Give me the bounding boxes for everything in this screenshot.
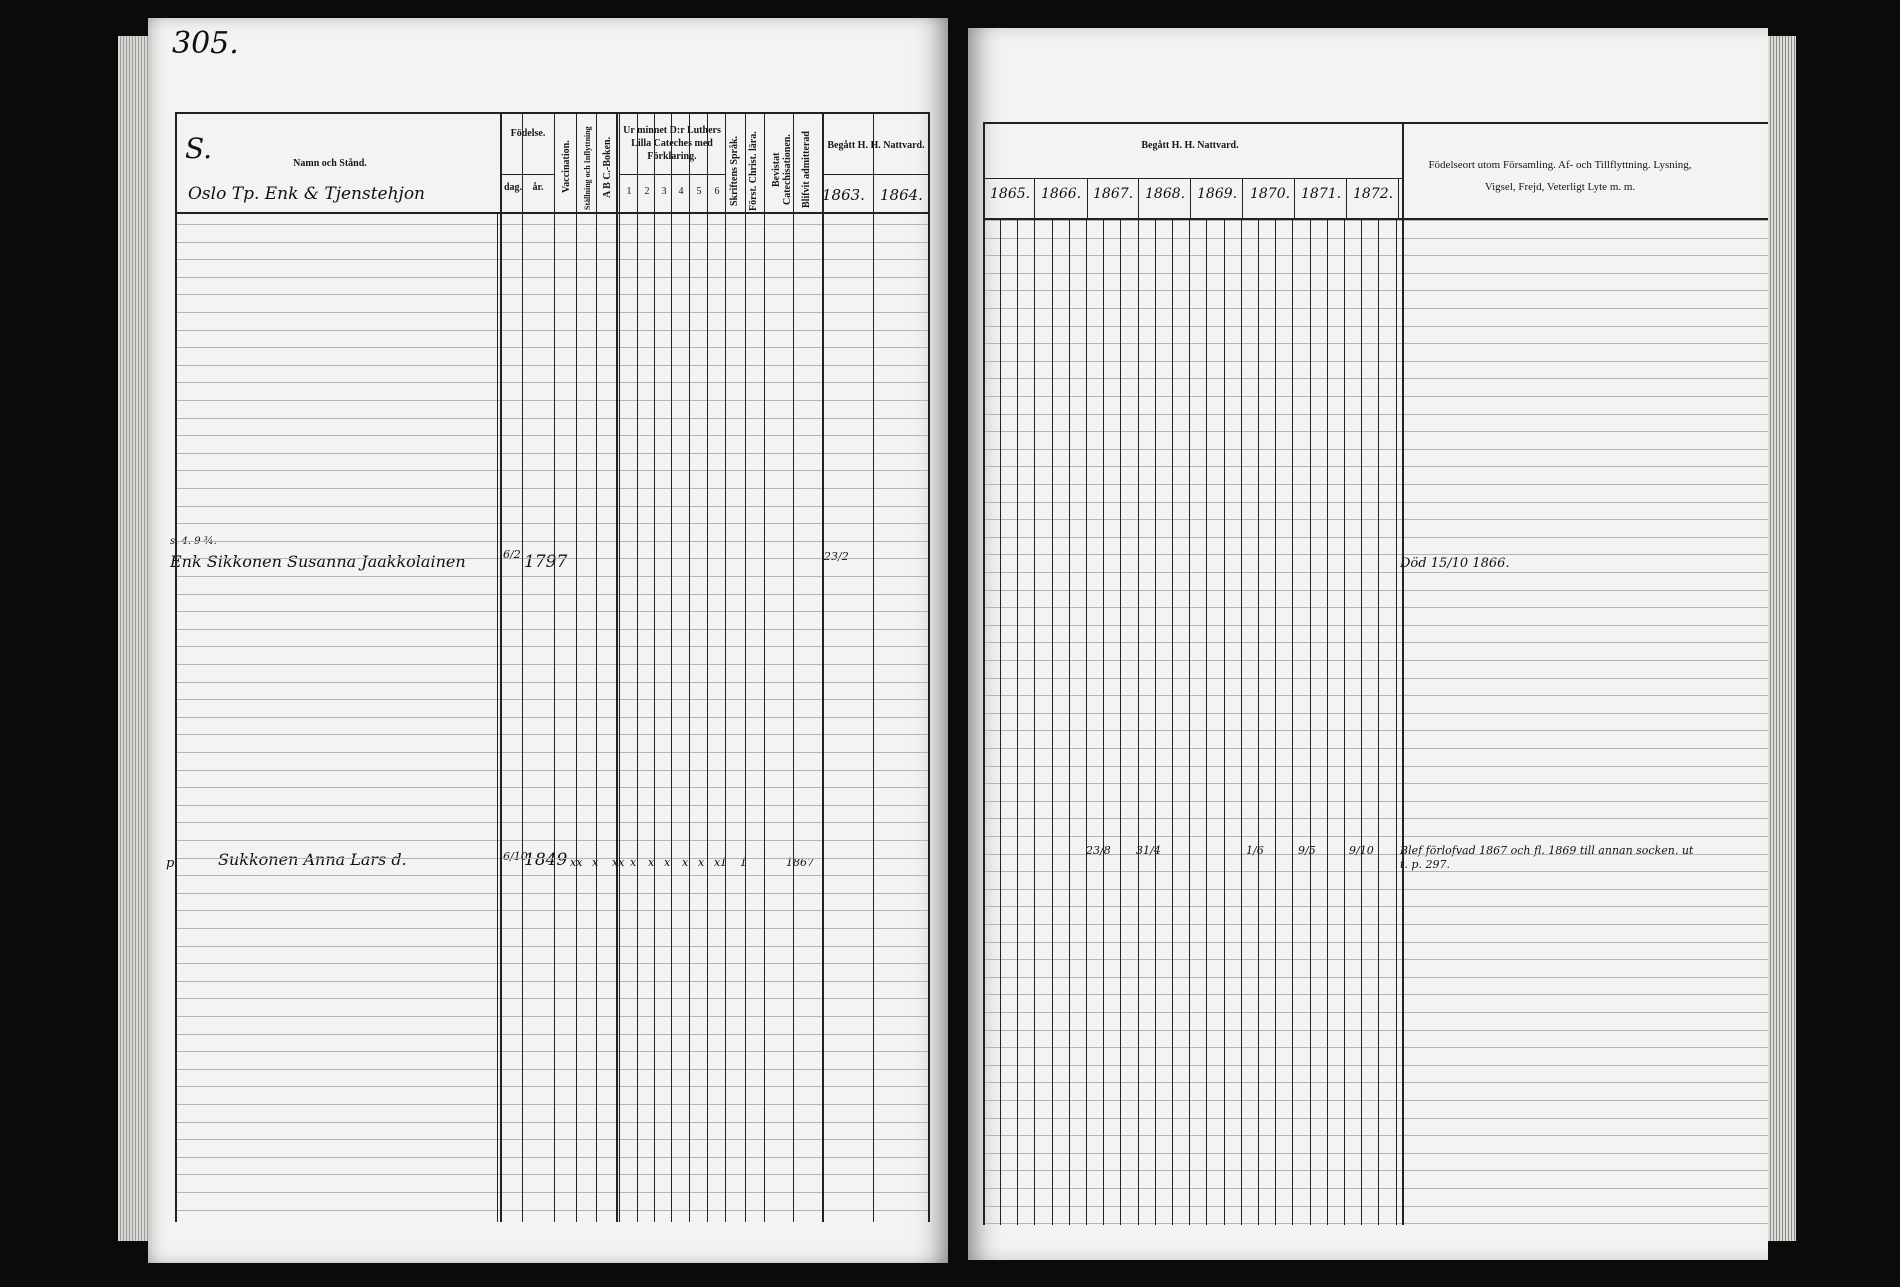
- column-rule: [1172, 218, 1173, 1225]
- ruled-line: [175, 523, 930, 524]
- ruled-line: [983, 1135, 1768, 1136]
- ruled-line: [175, 576, 930, 577]
- column-rule: [745, 112, 746, 1222]
- year-cell-rule: [1294, 178, 1295, 218]
- ruled-line: [175, 1051, 930, 1052]
- column-rule: [928, 112, 930, 1222]
- ruled-line: [175, 875, 930, 876]
- year-1867: 1867.: [1093, 186, 1134, 202]
- ruled-line: [175, 981, 930, 982]
- ruled-line: [983, 836, 1768, 837]
- column-rule: [671, 112, 672, 1222]
- ruled-line: [983, 1047, 1768, 1048]
- ruled-line: [175, 840, 930, 841]
- ruled-line: [175, 277, 930, 278]
- column-rule: [1189, 218, 1190, 1225]
- ruled-line: [175, 400, 930, 401]
- year-cell-rule: [1138, 178, 1139, 218]
- year-1863: 1863.: [822, 186, 865, 204]
- ruled-line: [983, 554, 1768, 555]
- catechism-number-4: 4: [678, 186, 684, 197]
- ruled-line: [983, 801, 1768, 802]
- ruled-line: [175, 910, 930, 911]
- ruled-line: [175, 752, 930, 753]
- ruled-line: [983, 519, 1768, 520]
- ruled-line: [983, 1082, 1768, 1083]
- ruled-line: [983, 959, 1768, 960]
- header-top-rule: [983, 122, 1768, 124]
- column-rule: [1155, 218, 1156, 1225]
- ruled-line: [983, 431, 1768, 432]
- column-rule: [637, 112, 638, 1222]
- ruled-line: [175, 1174, 930, 1175]
- ruled-line: [175, 1192, 930, 1193]
- catechism-header: Ur minnet D:r Luthers Lilla Cateches med Förklaring.: [623, 125, 721, 162]
- ruled-line: [175, 1069, 930, 1070]
- nattvard-sub-rule: [822, 174, 928, 175]
- column-rule: [822, 112, 824, 1222]
- ruled-line: [175, 699, 930, 700]
- nattvard-sub-rule: [983, 178, 1402, 179]
- column-rule: [500, 112, 502, 1222]
- ruled-line: [983, 255, 1768, 256]
- ruled-line: [983, 273, 1768, 274]
- column-rule: [175, 112, 177, 1222]
- column-rule: [1103, 218, 1104, 1225]
- column-rule: [1402, 122, 1404, 1225]
- column-rule: [725, 112, 726, 1222]
- ruled-line: [175, 946, 930, 947]
- column-rule: [1327, 218, 1328, 1225]
- ruled-line: [175, 646, 930, 647]
- catechism-number-2: 2: [644, 186, 650, 197]
- ruled-line: [983, 1153, 1768, 1154]
- ruled-line: [983, 343, 1768, 344]
- year-cell-rule: [1398, 178, 1399, 218]
- entry2-birth-year: 1849: [524, 850, 568, 870]
- column-rule: [554, 112, 555, 1222]
- year-cell-rule: [1242, 178, 1243, 218]
- entry2-mark: x: [648, 856, 655, 869]
- ruled-line: [175, 963, 930, 964]
- ruled-line: [175, 418, 930, 419]
- entry2-admitted: 1867: [786, 856, 814, 869]
- ruled-line: [175, 1122, 930, 1123]
- column-rule: [654, 112, 655, 1222]
- year-1871: 1871.: [1301, 186, 1342, 202]
- column-rule: [1034, 218, 1035, 1225]
- ruled-line: [175, 928, 930, 929]
- ruled-line: [175, 1016, 930, 1017]
- forst-header: Först. Christ. lära.: [748, 131, 759, 211]
- skrift-header: Skriftens Språk.: [729, 136, 740, 207]
- column-rule: [1120, 218, 1121, 1225]
- column-rule: [1224, 218, 1225, 1225]
- ruled-line: [175, 805, 930, 806]
- ruled-line: [175, 312, 930, 313]
- entry2-communion-date: 9/10: [1349, 844, 1374, 857]
- abc-header: A B C.-Boken.: [602, 136, 613, 198]
- ruled-line: [983, 326, 1768, 327]
- ruled-line: [983, 361, 1768, 362]
- entry2-prefix: p: [166, 856, 175, 871]
- column-rule: [1086, 218, 1087, 1225]
- ruled-line: [175, 382, 930, 383]
- ruled-line: [983, 748, 1768, 749]
- ruled-line: [983, 1206, 1768, 1207]
- ruled-line: [175, 770, 930, 771]
- ruled-line: [175, 611, 930, 612]
- ruled-line: [983, 678, 1768, 679]
- ruled-line: [983, 607, 1768, 608]
- ruled-line: [175, 734, 930, 735]
- ruled-line: [175, 1139, 930, 1140]
- name-column-header: Namn och Stånd.: [293, 158, 367, 169]
- entry1-remark: Död 15/10 1866.: [1400, 556, 1510, 571]
- ruled-line: [175, 594, 930, 595]
- column-rule: [873, 112, 874, 1222]
- ruled-line: [983, 1030, 1768, 1031]
- right-page: [968, 28, 1768, 1260]
- entry2-mark: xx: [570, 856, 583, 869]
- ruled-line: [983, 537, 1768, 538]
- birth-year-header: år.: [532, 182, 544, 193]
- left-nattvard-header: Begått H. H. Nattvard.: [827, 140, 925, 151]
- year-1866: 1866.: [1041, 186, 1082, 202]
- entry2-name: Sukkonen Anna Lars d.: [218, 850, 407, 869]
- column-rule: [689, 112, 690, 1222]
- column-rule: [764, 112, 765, 1222]
- ruled-line: [175, 558, 930, 559]
- catechism-number-6: 6: [714, 186, 720, 197]
- entry2-mark: x: [698, 856, 705, 869]
- catechism-sub-rule: [619, 174, 725, 175]
- ruled-line: [983, 449, 1768, 450]
- column-rule: [1310, 218, 1311, 1225]
- year-1869: 1869.: [1197, 186, 1238, 202]
- ruled-line: [983, 994, 1768, 995]
- ruled-line: [983, 466, 1768, 467]
- ruled-line: [983, 660, 1768, 661]
- ruled-line: [983, 290, 1768, 291]
- ruled-line: [983, 220, 1768, 221]
- ruled-line: [983, 572, 1768, 573]
- ruled-line: [983, 783, 1768, 784]
- ruled-line: [983, 695, 1768, 696]
- ruled-line: [983, 590, 1768, 591]
- ruled-line: [175, 1086, 930, 1087]
- ruled-line: [983, 484, 1768, 485]
- column-rule: [1292, 218, 1293, 1225]
- column-rule: [1052, 218, 1053, 1225]
- ruled-line: [175, 629, 930, 630]
- ruled-line: [983, 942, 1768, 943]
- ruled-line: [175, 1157, 930, 1158]
- entry1-birth-day: 6/2: [503, 548, 521, 561]
- ruled-line: [983, 766, 1768, 767]
- year-cell-rule: [983, 178, 984, 218]
- ruled-line: [983, 889, 1768, 890]
- column-rule: [1361, 218, 1362, 1225]
- entry2-communion-date: 31/4: [1136, 844, 1161, 857]
- section-letter: S.: [185, 132, 213, 165]
- entry2-remark: Blef förlofvad 1867 och fl. 1869 till annan socken, ut t. p. 297.: [1400, 844, 1694, 871]
- ruled-line: [983, 642, 1768, 643]
- entry2-mark: x: [592, 856, 599, 869]
- ruled-line: [983, 713, 1768, 714]
- header-bottom-rule: [983, 218, 1768, 220]
- ruled-line: [175, 1210, 930, 1211]
- ruled-line: [983, 906, 1768, 907]
- entry2-communion-date: 9/5: [1298, 844, 1316, 857]
- column-rule: [1138, 218, 1139, 1225]
- ruled-line: [175, 330, 930, 331]
- column-rule: [1396, 218, 1397, 1225]
- entry2-forst: 1: [720, 856, 727, 869]
- ruled-line: [175, 998, 930, 999]
- entry2-catechisation: 1: [740, 856, 747, 869]
- ruled-line: [175, 506, 930, 507]
- ruled-line: [175, 858, 930, 859]
- column-rule: [1344, 218, 1345, 1225]
- ruled-line: [983, 871, 1768, 872]
- column-rule: [1206, 218, 1207, 1225]
- catechism-number-3: 3: [661, 186, 667, 197]
- ruled-line: [983, 1170, 1768, 1171]
- entry2-mark: x: [664, 856, 671, 869]
- stallning-header: Ställning och Inflyttning: [583, 126, 592, 210]
- ruled-line: [175, 259, 930, 260]
- ruled-line: [175, 541, 930, 542]
- column-rule: [1069, 218, 1070, 1225]
- entry1-birth-year: 1797: [524, 552, 568, 572]
- column-rule: [497, 212, 498, 1222]
- catechism-number-5: 5: [696, 186, 702, 197]
- left-page-edge: [118, 36, 148, 1241]
- ruled-line: [175, 682, 930, 683]
- column-rule: [1258, 218, 1259, 1225]
- entry2-mark: xx: [612, 856, 625, 869]
- year-1868: 1868.: [1145, 186, 1186, 202]
- year-1864: 1864.: [880, 186, 923, 204]
- entry2-communion-date: 23/8: [1086, 844, 1111, 857]
- admitterad-header: Blifvit admitterad: [801, 131, 812, 209]
- entry2-mark: x: [714, 856, 721, 869]
- ruled-line: [983, 1223, 1768, 1224]
- column-rule: [1241, 218, 1242, 1225]
- ruled-line: [983, 308, 1768, 309]
- header-bottom-rule: [175, 212, 930, 214]
- header-top-rule: [175, 112, 930, 114]
- entry2-communion-date: 1/6: [1246, 844, 1264, 857]
- ruled-line: [175, 453, 930, 454]
- catechisation-header: Bevistat Catechisationen.: [771, 134, 793, 206]
- remarks-header: Födelseort utom Församling. Af- och Tillflyttning. Lysning, Vigsel, Frejd, Veterligt Lyte m. m.: [1428, 159, 1692, 193]
- ruled-line: [175, 365, 930, 366]
- column-rule: [707, 112, 708, 1222]
- ruled-line: [983, 1118, 1768, 1119]
- column-rule: [1378, 218, 1379, 1225]
- ruled-line: [983, 378, 1768, 379]
- column-rule: [619, 112, 620, 1222]
- ruled-line: [983, 977, 1768, 978]
- ruled-line: [983, 238, 1768, 239]
- entry2-mark: x: [630, 856, 637, 869]
- ruled-line: [983, 924, 1768, 925]
- year-1870: 1870.: [1250, 186, 1291, 202]
- birth-day-header: dag.: [503, 182, 523, 193]
- household-title: Oslo Tp. Enk & Tjenstehjon: [188, 184, 426, 204]
- ruled-line: [175, 242, 930, 243]
- ruled-line: [983, 502, 1768, 503]
- year-1872: 1872.: [1353, 186, 1394, 202]
- ruled-line: [175, 347, 930, 348]
- ruled-line: [983, 1012, 1768, 1013]
- entry1-name: Enk Sikkonen Susanna Jaakkolainen: [170, 552, 466, 571]
- ruled-line: [983, 818, 1768, 819]
- ruled-line: [175, 470, 930, 471]
- column-rule: [596, 112, 597, 1222]
- ruled-line: [175, 294, 930, 295]
- year-cell-rule: [1034, 178, 1035, 218]
- ruled-line: [175, 893, 930, 894]
- year-cell-rule: [1190, 178, 1191, 218]
- column-rule: [1275, 218, 1276, 1225]
- ruled-line: [175, 1034, 930, 1035]
- entry1-communion: 23/2: [824, 550, 849, 563]
- ruled-line: [983, 625, 1768, 626]
- entry1-note: s. 4. 9 ¾.: [170, 536, 217, 547]
- column-rule: [1017, 218, 1018, 1225]
- ruled-line: [983, 730, 1768, 731]
- year-cell-rule: [1346, 178, 1347, 218]
- birth-header: Födelse.: [510, 128, 546, 139]
- vaccination-header: Vaccination.: [561, 140, 572, 194]
- column-rule: [983, 122, 985, 1225]
- ruled-line: [175, 664, 930, 665]
- right-nattvard-header: Begått H. H. Nattvard.: [1141, 140, 1239, 151]
- entry2-mark: x: [682, 856, 689, 869]
- ruled-line: [175, 787, 930, 788]
- column-rule: [1000, 218, 1001, 1225]
- entry2-birth-day: 6/10: [503, 850, 528, 863]
- birth-sub-rule: [502, 174, 554, 175]
- ruled-line: [983, 414, 1768, 415]
- page-number: 305.: [172, 26, 239, 61]
- ruled-line: [175, 822, 930, 823]
- ruled-line: [983, 1065, 1768, 1066]
- ruled-line: [175, 224, 930, 225]
- ruled-line: [175, 435, 930, 436]
- ruled-line: [983, 1188, 1768, 1189]
- column-rule: [793, 112, 794, 1222]
- ruled-line: [983, 1100, 1768, 1101]
- ruled-line: [175, 1104, 930, 1105]
- ruled-line: [983, 396, 1768, 397]
- left-page: [148, 18, 948, 1263]
- column-rule: [576, 112, 577, 1222]
- column-rule: [616, 112, 618, 1222]
- ruled-line: [175, 488, 930, 489]
- year-1865: 1865.: [990, 186, 1031, 202]
- year-cell-rule: [1087, 178, 1088, 218]
- column-rule: [522, 112, 523, 1222]
- catechism-number-1: 1: [626, 186, 632, 197]
- ruled-line: [175, 717, 930, 718]
